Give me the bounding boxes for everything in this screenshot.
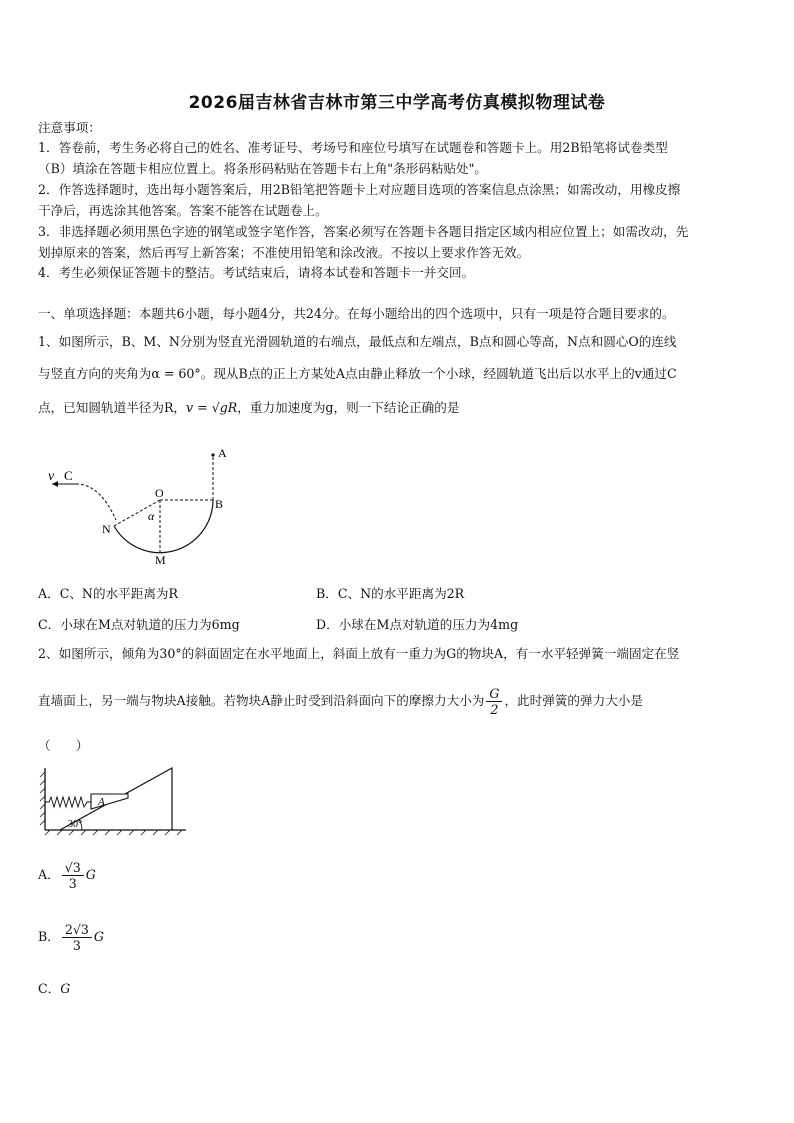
label-a: A (218, 446, 227, 460)
q1-option-a: A．C、N的水平距离为R (38, 586, 178, 601)
q1-option-d: D．小球在M点对轨道的压力为4mg (316, 617, 519, 632)
block-a (91, 794, 128, 809)
q2-option-a (38, 860, 96, 891)
option-variable: G (93, 929, 104, 944)
fraction-denominator: 3 (68, 876, 77, 891)
label-angle: 30° (68, 819, 82, 830)
notice-item: 划掉原来的答案，然后再写上新答案；不准使用铅笔和涂改液。不按以上要求作答无效。 (38, 245, 530, 260)
q1-option-b: B．C、N的水平距离为2R (316, 586, 465, 601)
notice-item: 2．作答选择题时，选出每小题答案后，用2B铅笔把答题卡上对应题目选项的答案信息点涂黑；如需改动，用橡皮擦 (38, 182, 681, 197)
label-n: N (102, 522, 111, 536)
option-label: A． (38, 867, 60, 882)
q2-option-c (38, 978, 70, 997)
notice-item: 干净后，再选涂其他答案。答案不能答在试题卷上。 (38, 203, 328, 218)
label-block-a: A (98, 796, 105, 808)
point-a (211, 453, 214, 456)
label-m: M (155, 553, 166, 567)
label-o: O (155, 486, 164, 500)
q1-formula: v = √gR (186, 400, 238, 415)
notice-item: 4．考生必须保证答题卡的整洁。考试结束后，请将本试卷和答题卡一并交回。 (38, 265, 475, 280)
circular-track (114, 500, 213, 553)
option-variable: G (60, 981, 71, 996)
label-alpha: α (148, 509, 155, 523)
q2-fraction (486, 686, 502, 717)
wall-hatching (40, 772, 45, 825)
label-v: v (48, 469, 55, 484)
q1-figure (38, 440, 238, 570)
notice-item: 1．答卷前，考生务必将自己的姓名、准考证号、考场号和座位号填写在试题卷和答题卡上。用2B铅笔将试卷类型 (38, 140, 668, 155)
page-title: 2026届吉林省吉林市第三中学高考仿真模拟物理试卷 (188, 93, 606, 113)
section-heading: 一、单项选择题：本题共6小题，每小题4分，共24分。在每小题给出的四个选项中，只有一项是符合题目要求的。 (38, 306, 675, 321)
q1-text-part: 点，已知圆轨道半径为R， (38, 400, 187, 415)
projectile-path (76, 484, 116, 520)
fraction-numerator: √3 (62, 860, 84, 876)
q1-text-part: ，重力加速度为g，则一下结论正确的是 (237, 400, 460, 415)
option-fraction (62, 860, 84, 891)
q2-answer-blank: （ ） (38, 738, 89, 753)
fraction-denominator: 3 (72, 938, 81, 953)
ground-hatching (45, 830, 182, 835)
notice-heading: 注意事项： (38, 120, 101, 135)
fraction-numerator: 2√3 (62, 922, 92, 938)
notice-item: 3．非选择题必须用黑色字迹的钢笔或签字笔作答，答案必须写在答题卡各题目指定区域内相应位置上；如需改动，先 (38, 224, 689, 239)
q2-figure (38, 764, 193, 839)
q2-text-part: 直墙面上，另一端与物块A接触。若物块A静止时受到沿斜面向下的摩擦力大小为 (38, 693, 485, 708)
q1-text (38, 398, 760, 418)
q1-option-c: C．小球在M点对轨道的压力为6mg (38, 617, 240, 632)
label-c: C (64, 468, 73, 483)
q2-text: 2、如图所示，倾角为30°的斜面固定在水平地面上，斜面上放有一重力为G的物块A，有一水平轻弹簧一端固定在竖 (38, 646, 680, 661)
q2-text-part: ，此时弹簧的弹力大小是 (504, 693, 643, 708)
fraction-denominator: 2 (490, 702, 499, 717)
q1-text: 与竖直方向的夹角为α = 60°。现从B点的正上方某处A点由静止释放一个小球，经圆轨道飞出后以水平上的v通过C (38, 366, 677, 381)
label-b: B (215, 497, 224, 511)
q1-text: 1、如图所示，B、M、N分别为竖直光滑圆轨道的右端点，最低点和左端点，B点和圆心等高，N点和圆心O的连线 (38, 334, 677, 349)
option-variable: G (85, 867, 96, 882)
option-label: C． (38, 981, 61, 996)
fraction-numerator: G (486, 686, 502, 702)
spring (45, 797, 91, 807)
option-label: B． (38, 929, 60, 944)
option-fraction (62, 922, 92, 953)
q2-text (38, 683, 760, 719)
notice-item: （B）填涂在答题卡相应位置上。将条形码粘贴在答题卡右上角"条形码粘贴处"。 (38, 161, 488, 176)
q2-option-b (38, 922, 104, 953)
